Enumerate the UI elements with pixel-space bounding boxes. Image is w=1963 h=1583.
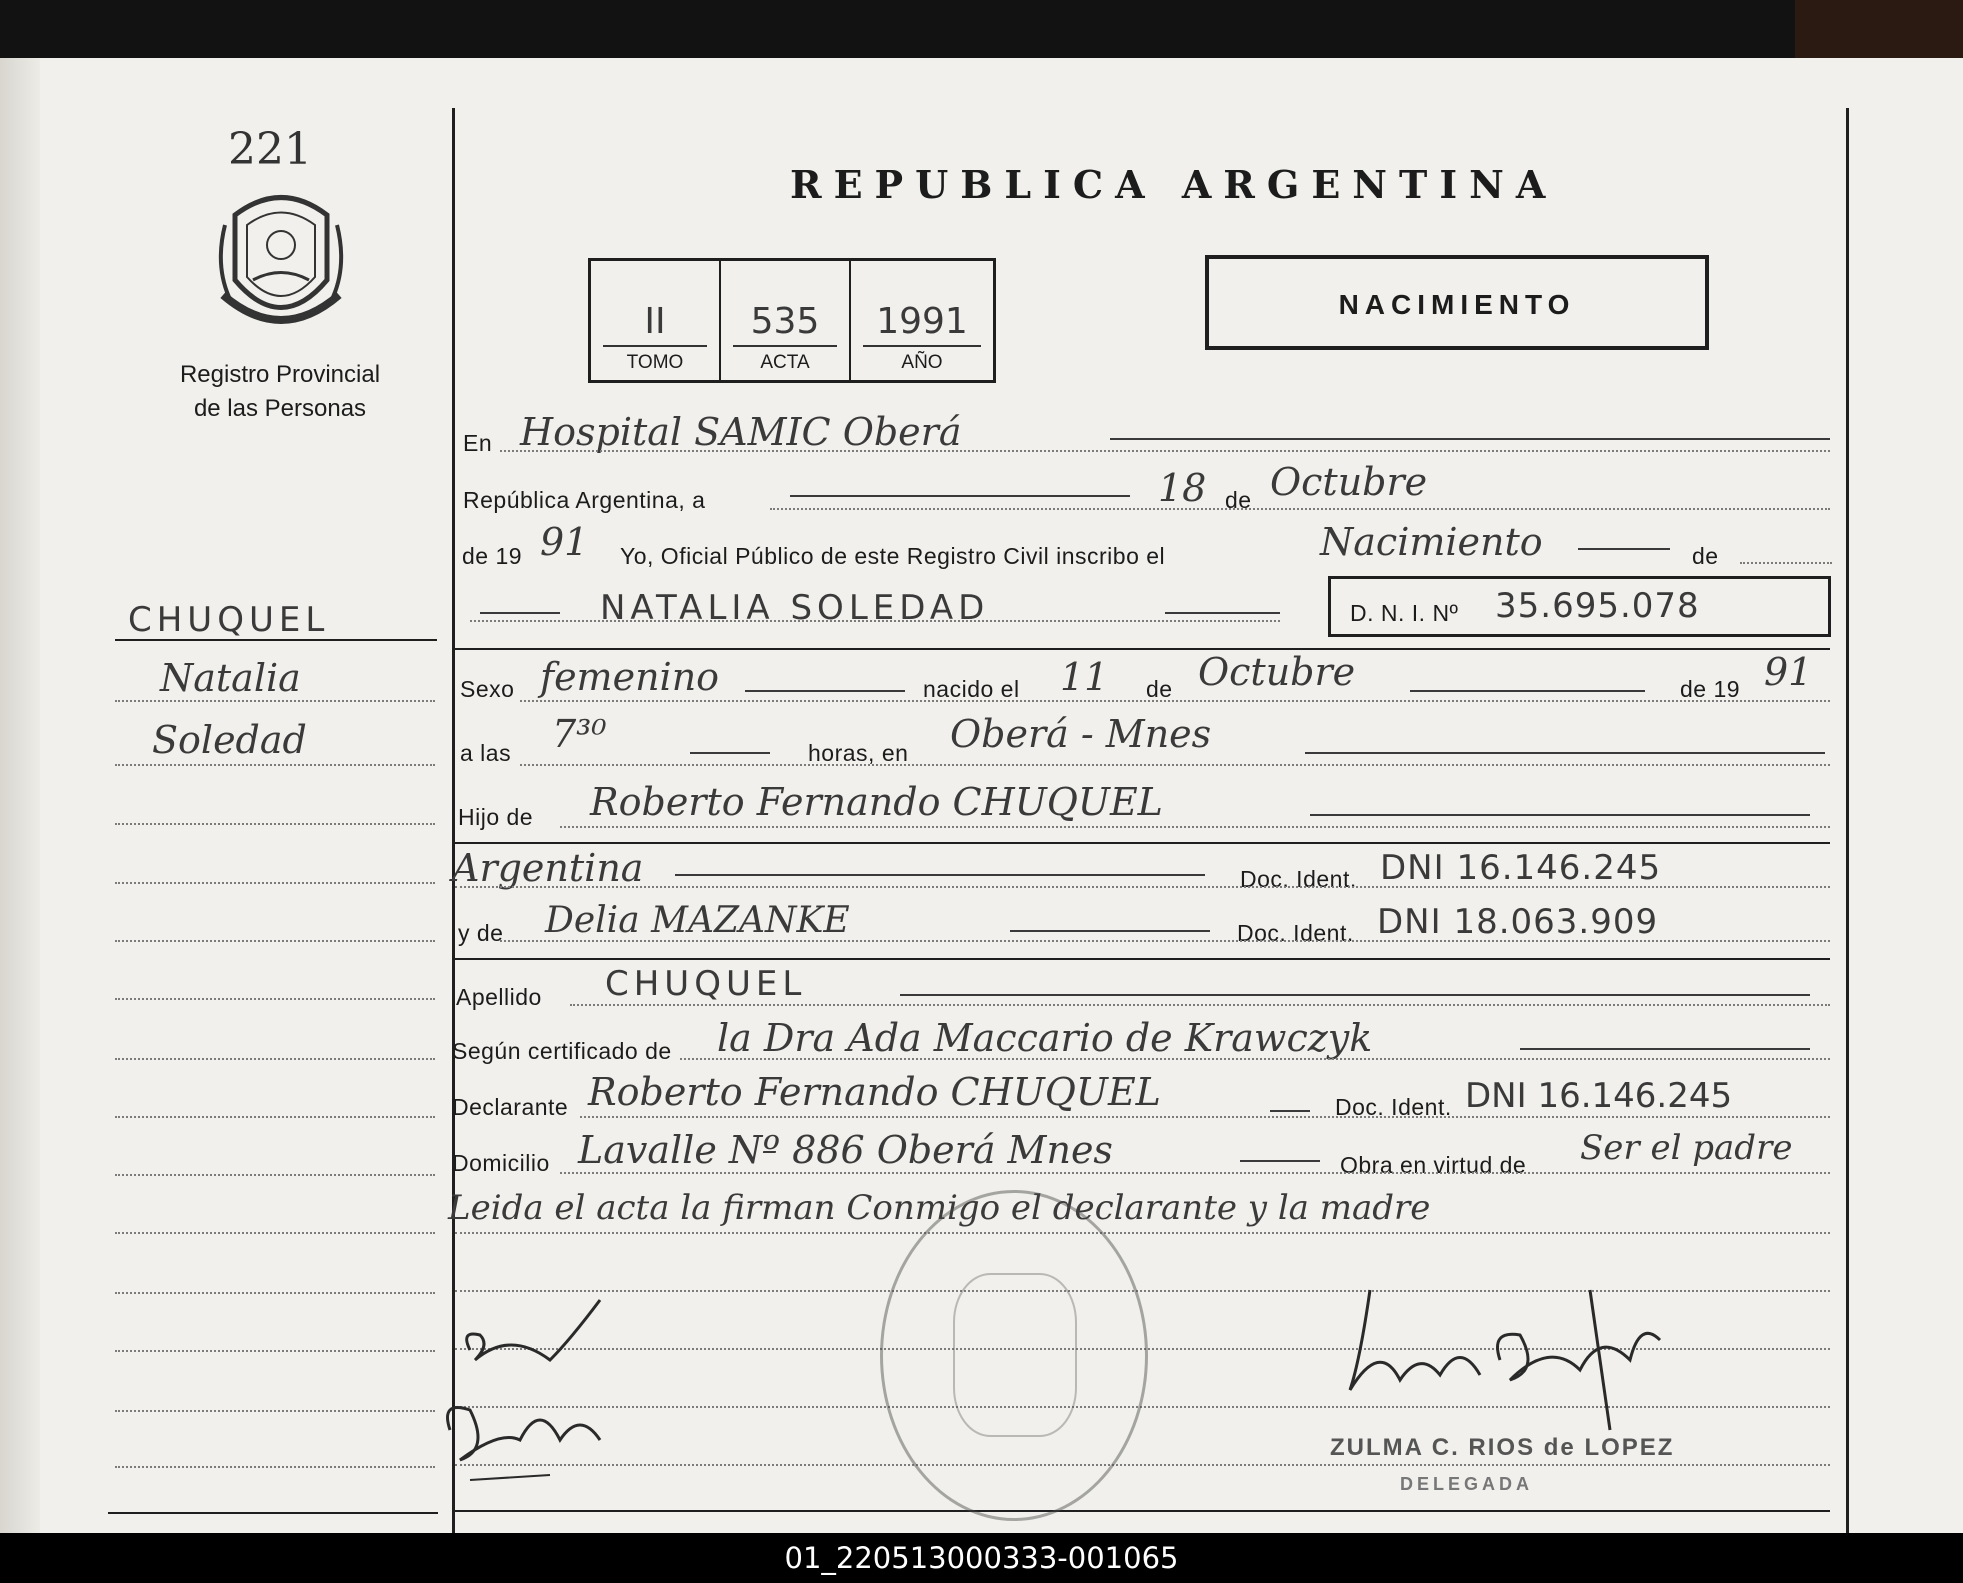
a-las-label: a las <box>460 740 512 766</box>
domicilio-value: Lavalle Nº 886 Oberá Mnes <box>578 1128 1113 1172</box>
officer-name-stamp: ZULMA C. RIOS de LOPEZ <box>1330 1434 1675 1461</box>
day-value: 18 <box>1158 466 1207 510</box>
declarante-label: Declarante <box>452 1094 569 1120</box>
domicilio-label: Domicilio <box>452 1150 550 1176</box>
declarante-value: Roberto Fernando CHUQUEL <box>588 1070 1161 1114</box>
apellido-value: CHUQUEL <box>605 964 807 1004</box>
dni-label: D. N. I. Nº <box>1350 600 1459 626</box>
ano-cell <box>851 261 993 380</box>
de-label-2: de <box>1692 543 1719 569</box>
horas-label: horas, en <box>808 740 909 766</box>
tomo-cell <box>591 261 721 380</box>
book-binding <box>0 58 40 1533</box>
sexo-label: Sexo <box>460 676 515 702</box>
top-dark-edge <box>0 0 1963 58</box>
official-seal-icon <box>880 1190 1148 1521</box>
ano-value: 1991 <box>876 301 968 342</box>
margin-second-name: Soledad <box>152 718 307 762</box>
right-border <box>1846 108 1849 1533</box>
acta-box <box>588 258 996 383</box>
year-value: 91 <box>540 520 589 564</box>
birth-year-value: 91 <box>1764 650 1813 694</box>
obra-value: Ser el padre <box>1580 1128 1793 1168</box>
mother-doc-value: DNI 18.063.909 <box>1377 902 1659 942</box>
acta-label: ACTA <box>760 352 810 373</box>
officer-title-stamp: DELEGADA <box>1400 1474 1534 1494</box>
obra-label: Obra en virtud de <box>1340 1152 1527 1178</box>
yo-label: Yo, Oficial Público de este Registro Civil inscribo el <box>620 543 1166 569</box>
provincial-crest-icon <box>215 185 347 335</box>
page-number: 221 <box>228 124 312 175</box>
margin-surname: CHUQUEL <box>128 600 330 640</box>
registry-name: Registro Provincial <box>179 361 381 388</box>
certificate-value: la Dra Ada Maccario de Krawczyk <box>717 1016 1373 1060</box>
month-value: Octubre <box>1270 460 1428 504</box>
father-value: Roberto Fernando CHUQUEL <box>590 780 1163 824</box>
hour-value: 7³⁰ <box>552 712 607 756</box>
y-de-label: y de <box>458 920 504 946</box>
file-id-footer: 01_220513000333-001065 <box>0 1533 1963 1583</box>
closing-statement: Leida el acta la firman Conmigo el declarante y la madre <box>448 1188 1431 1228</box>
republica-label: República Argentina, a <box>463 487 706 513</box>
nacido-label: nacido el <box>923 676 1020 702</box>
hijo-label: Hijo de <box>458 804 534 830</box>
de-label-3: de <box>1146 676 1173 702</box>
doc-ident-label-3: Doc. Ident. <box>1335 1094 1452 1120</box>
declarante-doc-value: DNI 16.146.245 <box>1465 1076 1733 1116</box>
acta-cell <box>721 261 851 380</box>
father-nationality-value: Argentina <box>452 846 644 890</box>
act-type-value: Nacimiento <box>1320 520 1543 564</box>
registry-name-2: de las Personas <box>193 395 367 422</box>
de19-label-2: de 19 <box>1680 676 1741 702</box>
de-label: de <box>1225 487 1252 513</box>
mother-value: Delia MAZANKE <box>545 900 850 941</box>
place-value: Oberá - Mnes <box>950 712 1212 756</box>
document-type-label: NACIMIENTO <box>1338 289 1576 320</box>
de19-label: de 19 <box>462 543 523 569</box>
declarant-signature-icon <box>430 1290 630 1490</box>
tomo-value: II <box>644 301 666 342</box>
ano-label: AÑO <box>901 352 943 373</box>
segun-label: Según certificado de <box>452 1038 672 1064</box>
doc-ident-label-2: Doc. Ident. <box>1237 920 1354 946</box>
en-value: Hospital SAMIC Oberá <box>520 410 962 454</box>
apellido-label: Apellido <box>456 984 542 1010</box>
father-doc-value: DNI 16.146.245 <box>1380 848 1662 888</box>
document-type-box <box>1205 255 1709 350</box>
birth-month-value: Octubre <box>1198 650 1356 694</box>
en-label: En <box>463 430 493 456</box>
sexo-value: femenino <box>540 655 720 699</box>
officer-signature-icon <box>1340 1280 1670 1440</box>
name-value: NATALIA SOLEDAD <box>600 588 990 628</box>
acta-value: 535 <box>750 301 820 342</box>
margin-first-name: Natalia <box>160 656 301 700</box>
birth-day-value: 11 <box>1060 655 1109 699</box>
doc-ident-label: Doc. Ident. <box>1240 866 1357 892</box>
document-title: REPUBLICA ARGENTINA <box>790 162 1558 207</box>
tomo-label: TOMO <box>626 352 684 373</box>
dni-value: 35.695.078 <box>1495 586 1700 626</box>
